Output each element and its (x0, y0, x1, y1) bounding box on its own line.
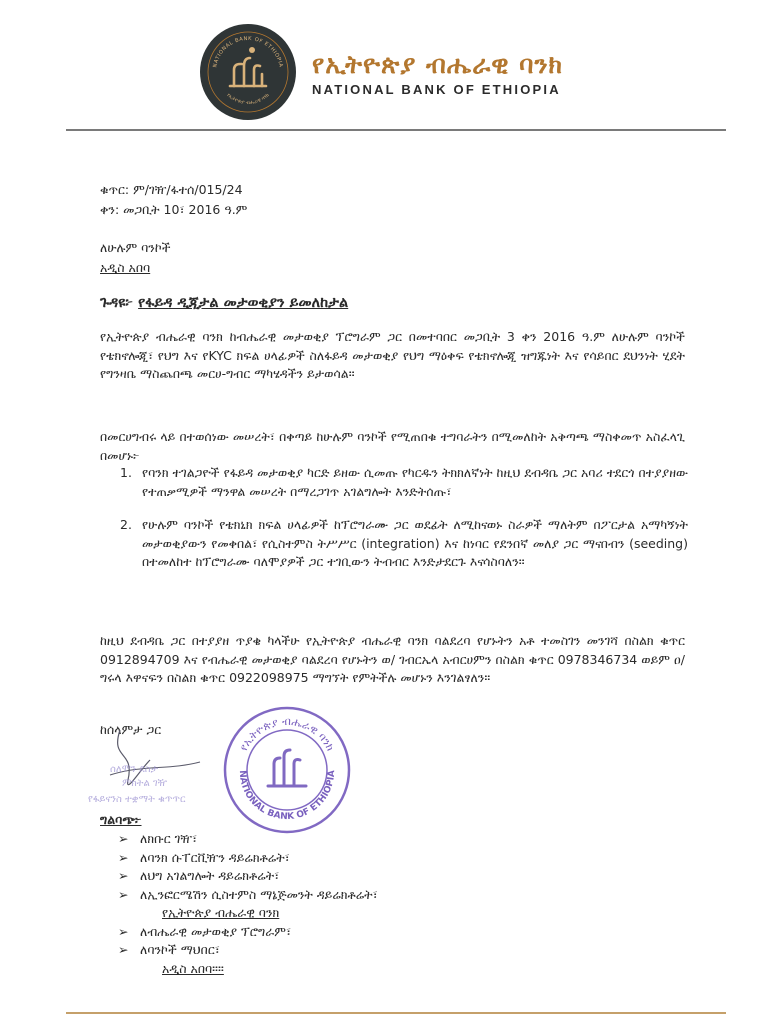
cc-item: ➢ ለባንክ ሱፐርቪዥን ዳይሬክቶሬት፣ (118, 849, 378, 868)
cc-item: ➢ ለኢንፎርሜሽን ሲስተምስ ማኔጅመንት ዳይሬክቶሬት፣ (118, 886, 378, 905)
paragraph-1: የኢትዮጵያ ብሔራዊ ባንክ ከብሔራዊ መታወቂያ ፕሮግራም ጋር በመተባበር መጋቢት 3 ቀን 2016 ዓ.ም ለሁሉም ባንኮች የቴክኖሎጂ፣ የህግ እና የKYC ክፍል ሀላፊዎች ስለፋይዳ መታወቂያ የህግ ማዕቀፍ የቴክኖሎጂ ዝግጁነት እና የሳይበር ደህንነት ሂደት የግንዛቤ ማስጨበጫ መርሀ-ግብር ማካሄዳችን ይታወሳል። (100, 329, 685, 381)
numbered-list-item-2 (120, 516, 688, 572)
arrow-bullet-icon: ➢ (118, 849, 129, 865)
bank-logo-seal (200, 24, 296, 120)
arrow-bullet-icon: ➢ (118, 942, 129, 957)
cc-item: ➢ ለባንኮች ማህበር፣ (118, 941, 378, 960)
subject-label: ጉዳዩ፦ (100, 295, 134, 311)
arrow-bullet-icon: ➢ (118, 923, 129, 939)
paragraph-2: በመርሀግብሩ ላይ በተወሰነው መሠረት፣ በቀጣይ ከሁሉም ባንኮች የሚጠበቁ ተግባራትን በሚመለከት አቅጣጫ ማስቀመጥ አስፈላጊ በመሆኑ፦ (100, 429, 685, 463)
cc-item: ➢ ለህግ አገልግሎት ዳይሬክቶሬት፣ (118, 867, 378, 886)
cc-list (118, 830, 378, 978)
list-item-text: የባንክ ተገልጋዮች የፋይዳ መታወቂያ ካርድ ይዘው ሲመጡ የካርዱን ትክክለኛነት ከዚህ ደብዳቤ ጋር አባሪ ተደርጎ በተያያዘው የተጠቃሚዎች ማንዋል መሠረት በማረጋገጥ አገልግሎት እንድትሰጡ፣ (142, 465, 688, 499)
cc-label: ግልባጭ፦ (100, 812, 142, 827)
arrow-bullet-icon: ➢ (118, 868, 129, 883)
subject-text: የፋይዳ ዲጂታል መታወቂያን ይመለከታል (138, 295, 349, 311)
seal-text-top: NATIONAL BANK OF ETHIOPIA (212, 35, 284, 69)
recipient: ለሁሉም ባንኮች (100, 240, 171, 255)
paragraph-3: ከዚህ ደብዳቤ ጋር በተያያዘ ጥያቄ ካላችሁ የኢትዮጵያ ብሔራዊ ባንክ ባልደረባ የሆኑትን አቶ ተመስገን መንገሻ በስልክ ቁጥር 0912894709 እና የብሔራዊ መታወቂያ ባልደረባ የሆኑትን ወ/ ገብርኤላ አብርሀምን በስልክ ቁጥር 0978346734 ወይም ዐ/ ግሩላ እዋናፍን በስልክ ቁጥር 0922098975 ማግኘት የምትችሉ መሆኑን እንገልፃለን። (100, 633, 685, 685)
list-number: 1. (120, 465, 132, 480)
numbered-list-item-1 (120, 464, 688, 501)
closing-greeting: ከሰላምታ ጋር (100, 722, 162, 737)
list-number: 2. (120, 517, 132, 532)
recipient-city: አዲስ አበባ (100, 260, 151, 275)
bank-name-amharic: የኢትዮጵያ ብሔራዊ ባንክ (312, 50, 564, 79)
signature-name: ሰለሞን ደስታ (110, 764, 159, 775)
cc-item: ➢ ለክቡር ገዥ፣ (118, 830, 378, 849)
letter-date: ቀን: መጋቢት 10፣ 2016 ዓ.ም (100, 202, 248, 217)
stamp-text-top: የኢትዮጵያ ብሔራዊ ባንክ (236, 714, 338, 753)
subject-line (100, 296, 348, 311)
cc-item-sub: አዲስ አበባ።። (162, 960, 224, 976)
cc-item-sub: የኢትዮጵያ ብሔራዊ ባንክ (162, 905, 280, 920)
svg-text:NATIONAL BANK OF ETHIOPIA (237, 770, 337, 822)
official-stamp (212, 700, 362, 840)
arrow-bullet-icon: ➢ (118, 831, 129, 846)
seal-text-bottom: የኢትዮጵያ ብሔራዊ ባንክ (225, 92, 271, 107)
signature-title: ምክትል ገዥ (122, 778, 167, 789)
footer-divider (66, 1012, 726, 1014)
signature-dept: የፋይናንስ ተቋማት ቁጥጥር (88, 794, 186, 805)
svg-text:የኢትዮጵያ ብሔራዊ ባንክ (237, 715, 337, 753)
reference-number: ቁጥር: ም/ገዥ/ፋተሰ/015/24 (100, 182, 243, 197)
list-item-text: የሁሉም ባንኮች የቴክኒክ ክፍል ሀላፊዎች ከፕሮግራሙ ጋር ወደፊት ለሚከናወኑ ስራዎች ማለትም በፖርታል አማካኝነት መታወቂያውን የመቀበል፣ የሲስተምስ ትሥሥር (integration) እና ከነባር የደንበኛ መለያ ጋር ማናበብን (seeding) በተመለከተ ከፕሮግራሙ ባለሞያዎች ጋር ተገቢውን ትብብር እንድታደርጉ እናሳስባለን። (142, 517, 688, 569)
bank-name-english: NATIONAL BANK OF ETHIOPIA (312, 82, 561, 97)
header-divider (66, 129, 726, 131)
arrow-bullet-icon: ➢ (118, 886, 129, 902)
cc-item: ➢ ለብሔራዊ መታወቂያ ፕሮግራም፣ (118, 923, 378, 942)
stamp-text-bottom: NATIONAL BANK OF ETHIOPIA (236, 770, 338, 823)
